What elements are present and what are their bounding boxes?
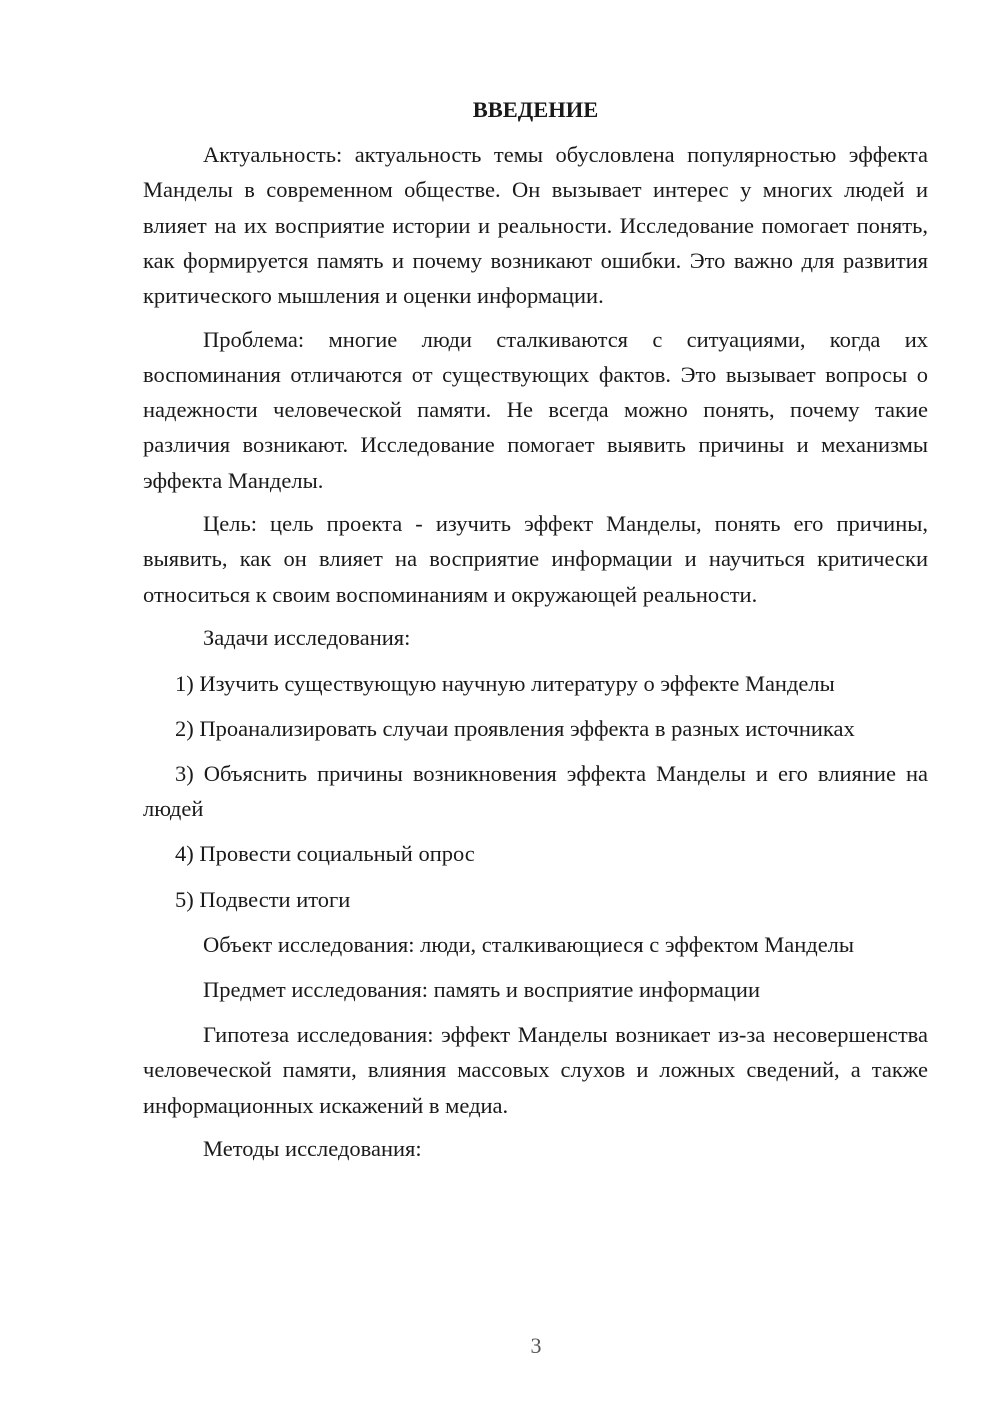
- methods-title: Методы исследования:: [203, 1136, 422, 1162]
- research-hypothesis: Гипотеза исследования: эффект Манделы возникает из-за несовершенства человеческой памяти, влияния массовых слухов и ложных сведений, а также информационных искажений в медиа.: [143, 1022, 928, 1118]
- paragraph-problem: Проблема: многие люди сталкиваются с ситуациями, когда их воспоминания отличаются от существующих фактов. Это вызывает вопросы о надежности человеческой памяти. Не всегда можно понять, почему такие различия возникают. Исследование помогает выявить причины и механизмы эффекта Манделы.: [143, 326, 928, 493]
- research-object: Объект исследования: люди, сталкивающиеся с эффектом Манделы: [203, 931, 855, 957]
- task-item-1: 1) Изучить существующую научную литературу о эффекте Манделы: [175, 670, 835, 696]
- task-item-4: 4) Провести социальный опрос: [175, 841, 475, 867]
- page-title: ВВЕДЕНИЕ: [472, 97, 599, 122]
- task-item-5: 5) Подвести итоги: [175, 886, 351, 912]
- paragraph-goal: Цель: цель проекта - изучить эффект Манделы, понять его причины, выявить, как он влияет на восприятие информации и научиться критически относиться к своим воспоминаниям и окружающей реальности.: [143, 511, 928, 607]
- tasks-title: Задачи исследования:: [203, 625, 411, 651]
- task-item-2: 2) Проанализировать случаи проявления эффекта в разных источниках: [175, 715, 855, 741]
- task-item-3: 3) Объяснить причины возникновения эффекта Манделы и его влияние на людей: [143, 760, 928, 822]
- research-subject: Предмет исследования: память и восприятие информации: [203, 976, 761, 1002]
- page-number: 3: [530, 1333, 542, 1358]
- paragraph-relevance: Актуальность: актуальность темы обусловлена популярностью эффекта Манделы в современном обществе. Он вызывает интерес у многих людей и влияет на их восприятие истории и реальности. Исследование помогает понять, как формируется память и почему возникают ошибки. Это важно для развития критического мышления и оценки информации.: [143, 142, 928, 309]
- document-page: [143, 92, 928, 1176]
